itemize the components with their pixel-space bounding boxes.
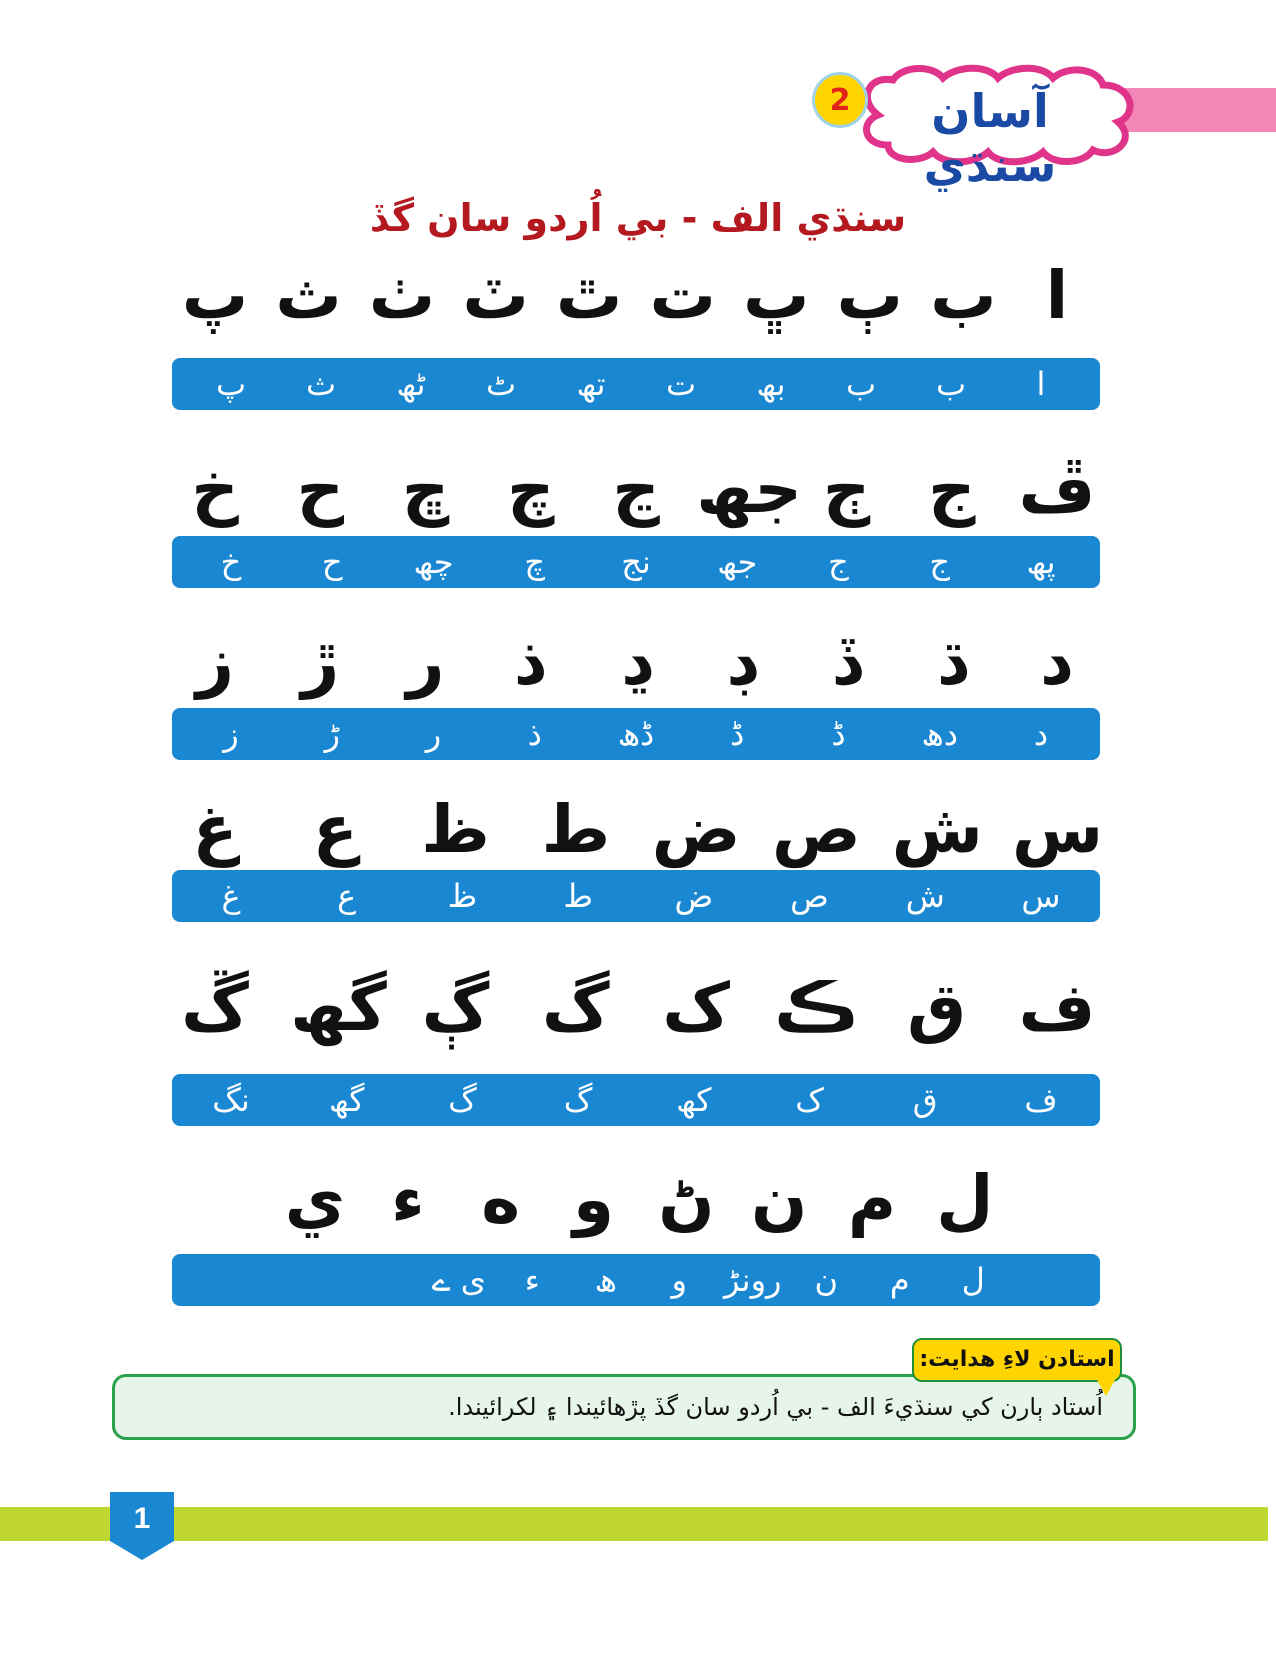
- urdu-letter: نج: [621, 543, 651, 581]
- urdu-letter: پھ: [1026, 543, 1056, 581]
- urdu-letter: ف: [1024, 1081, 1058, 1119]
- urdu-letter: ڈ: [730, 715, 745, 753]
- sindhi-letters-row-2: [170, 450, 1102, 530]
- urdu-letter: ج: [929, 543, 951, 581]
- sindhi-letter: ڊ: [726, 623, 756, 700]
- sindhi-letter: ش: [891, 791, 983, 868]
- sindhi-letter: غ: [192, 791, 238, 868]
- urdu-letter: گ: [563, 1081, 593, 1119]
- urdu-letter: د: [1033, 715, 1049, 753]
- sindhi-letter: ڀ: [743, 257, 810, 334]
- sindhi-letter: ف: [1018, 969, 1096, 1046]
- sindhi-letter: ظ: [421, 791, 490, 868]
- sindhi-letter: ص: [772, 791, 861, 868]
- sindhi-letter: ڃ: [612, 451, 660, 528]
- sindhi-letter: ج: [927, 451, 976, 528]
- sindhi-letter: گھ: [290, 969, 387, 1046]
- sindhi-letter: م: [847, 1161, 897, 1238]
- sindhi-letter: ڪ: [774, 969, 859, 1046]
- sindhi-letter: ط: [541, 791, 611, 868]
- sindhi-letters-row-3: [170, 622, 1102, 702]
- urdu-bar-row-2: [172, 536, 1100, 588]
- urdu-letter: دھ: [921, 715, 959, 753]
- urdu-bar-row-4: [172, 870, 1100, 922]
- urdu-letter: ڈ: [831, 715, 846, 753]
- urdu-letter: ص: [790, 877, 829, 915]
- urdu-letter: نگ: [212, 1081, 250, 1119]
- footer-bar: [0, 1507, 1268, 1541]
- sindhi-letter: خ: [191, 451, 239, 528]
- urdu-letter: ر: [425, 715, 442, 753]
- sindhi-letter: ق: [907, 969, 967, 1046]
- urdu-letter: رونڑ: [724, 1261, 782, 1299]
- sindhi-letter: ٽ: [462, 257, 529, 334]
- sindhi-letter: ڱ: [181, 969, 249, 1046]
- urdu-bar-row-5: [172, 1074, 1100, 1126]
- page-number: 1: [133, 1502, 151, 1535]
- sindhi-letter: چ: [506, 451, 555, 528]
- sindhi-letters-row-4: [170, 790, 1102, 870]
- urdu-letter: ھ: [594, 1261, 617, 1299]
- teacher-note-text: اُستاد ٻارن کي سنڌيءَ الف - بي اُردو سان گڏ پڙهائيندا ۽ لکرائيندا.: [448, 1393, 1103, 1421]
- urdu-bar-row-1: [172, 358, 1100, 410]
- sindhi-letter: ح: [296, 451, 345, 528]
- sindhi-letter: ذ: [513, 623, 548, 700]
- urdu-letter: ب: [845, 365, 877, 403]
- urdu-letter: ت: [665, 365, 697, 403]
- urdu-letter: ط: [563, 877, 593, 915]
- urdu-letter: ع: [337, 877, 357, 915]
- sindhi-letter: ڙ: [301, 623, 340, 700]
- urdu-letter: م: [889, 1261, 910, 1299]
- sindhi-letter: گ: [542, 969, 610, 1046]
- book-number-badge: 2: [812, 72, 868, 128]
- sindhi-letter: ڻ: [658, 1161, 715, 1238]
- sindhi-letter: ڳ: [421, 969, 490, 1046]
- urdu-letter: ٹھ: [396, 365, 426, 403]
- urdu-letter: ب: [935, 365, 967, 403]
- sindhi-letter: د: [1040, 623, 1074, 700]
- urdu-letter: ڑ: [324, 715, 340, 753]
- urdu-letter: جھ: [717, 543, 758, 581]
- speech-tail-icon: [1096, 1378, 1116, 1396]
- sindhi-letter: ث: [275, 257, 342, 334]
- urdu-letter: چ: [524, 543, 546, 581]
- urdu-letter: بھ: [756, 365, 786, 403]
- urdu-letter: ق: [912, 1081, 938, 1119]
- sindhi-letter: ٺ: [368, 257, 436, 334]
- urdu-letter: تھ: [576, 365, 606, 403]
- sindhi-letter: ض: [651, 791, 741, 868]
- sindhi-letter: جھ: [696, 451, 802, 528]
- urdu-letter: ی ے: [431, 1261, 486, 1299]
- urdu-letter: ج: [828, 543, 849, 581]
- urdu-letter: ٹ: [485, 365, 517, 403]
- urdu-letter: ا: [1036, 365, 1046, 403]
- urdu-bar-row-3: [172, 708, 1100, 760]
- sindhi-letter: پ: [181, 257, 249, 334]
- urdu-bar-row-6: [172, 1254, 1100, 1306]
- sindhi-letters-row-5: [170, 968, 1102, 1048]
- urdu-letter: ک: [795, 1081, 824, 1119]
- sindhi-letter: ب: [930, 257, 997, 334]
- urdu-letter: ڈھ: [617, 715, 655, 753]
- sindhi-letter: ڍ: [621, 623, 651, 700]
- sindhi-letter: ڄ: [822, 451, 871, 528]
- urdu-letter: گھ: [328, 1081, 365, 1119]
- urdu-letter: غ: [221, 877, 241, 915]
- sindhi-letter: ا: [1045, 257, 1069, 334]
- sindhi-letters-row-6: [270, 1160, 1010, 1240]
- urdu-letter: ء: [524, 1261, 540, 1299]
- urdu-letter: ل: [961, 1261, 985, 1299]
- urdu-letter: و: [671, 1261, 687, 1299]
- urdu-letter: ح: [321, 543, 343, 581]
- urdu-letter: گ: [448, 1081, 477, 1119]
- urdu-letter: ض: [674, 877, 714, 915]
- book-title: آسان سنڌي: [923, 84, 1057, 192]
- urdu-letter: چھ: [413, 543, 454, 581]
- sindhi-letter: س: [1011, 791, 1104, 868]
- sindhi-letter: ه: [481, 1161, 521, 1238]
- sindhi-letter: ع: [312, 791, 358, 868]
- sindhi-letter: ٿ: [556, 257, 623, 334]
- sindhi-letter: ء: [390, 1161, 425, 1238]
- sindhi-letter: ي: [284, 1161, 346, 1238]
- urdu-letter: ظ: [447, 877, 478, 915]
- urdu-letter: ز: [223, 715, 239, 753]
- urdu-letter: ذ: [527, 715, 542, 753]
- teacher-note-box: [112, 1374, 1136, 1440]
- urdu-letter: ش: [905, 877, 945, 915]
- urdu-letter: س: [1021, 877, 1061, 915]
- sindhi-letter: ڌ: [937, 623, 967, 700]
- sindhi-letter: ڦ: [1018, 451, 1096, 528]
- sindhi-letter: و: [573, 1161, 615, 1238]
- sindhi-letter: ز: [196, 623, 234, 700]
- sindhi-letter: ک: [662, 969, 730, 1046]
- sindhi-letter: ڏ: [831, 623, 862, 700]
- sindhi-letter: ڇ: [401, 451, 450, 528]
- sindhi-letter: ر: [406, 623, 445, 700]
- urdu-letter: ن: [814, 1261, 838, 1299]
- sindhi-letter: ت: [649, 257, 716, 334]
- urdu-letter: ث: [305, 365, 337, 403]
- urdu-letter: پ: [215, 365, 247, 403]
- page-heading: سنڌي الف - بي اُردو سان گڏ: [369, 196, 907, 240]
- sindhi-letter: ل: [936, 1161, 994, 1238]
- sindhi-letter: ن: [751, 1161, 808, 1238]
- teacher-note-tag: استادن لاءِ هدايت:: [912, 1338, 1122, 1382]
- urdu-letter: خ: [220, 543, 242, 581]
- urdu-letter: کھ: [676, 1081, 712, 1119]
- sindhi-letters-row-1: [170, 256, 1102, 336]
- sindhi-letter: ٻ: [836, 257, 903, 334]
